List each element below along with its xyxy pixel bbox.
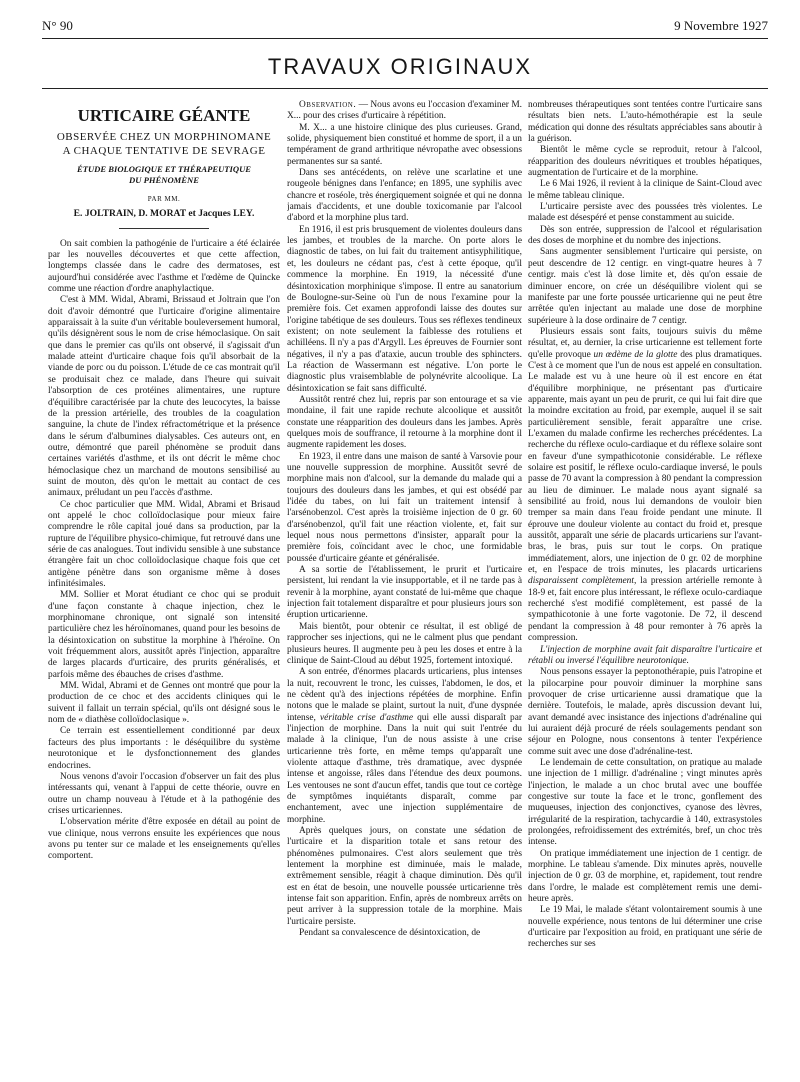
paragraph [287, 667, 522, 826]
paragraph: M. X... a une histoire clinique des plus curieuses. Grand, solide, physiquement bien constitué et homme de sport, il a un tempérament de grand arthritique névropathe avec obsessions permanentes sur sa santé. [287, 122, 522, 167]
article-par: PAR MM. [147, 195, 181, 203]
paragraph: Après quelques jours, on constate une sédation de l'urticaire et la disparition totale et sans retour des phénomènes pulmonaires. C'est alors seulement que très lentement la morphine est diminuée, mais le malade, extrêmement sensible, réagit à chaque diminution. Dès qu'il est en état de besoin, une nouvelle poussée urticarienne très intense fait son apparition. Enfin, après de nombreux arrêts on peut arriver à la suppression totale de la morphine. Mais l'urticaire persiste. [287, 826, 522, 927]
column-1 [48, 100, 280, 1070]
paragraph: A sa sortie de l'établissement, le prurit et l'urticaire persistent, lui rendant la vie insupportable, et il ne tarde pas à revenir à la morphine, ayant constaté de lui-même que chaque injection fait totalement disparaître et pour plusieurs jours son éruption urticarienne. [287, 565, 522, 621]
section-divider [42, 88, 768, 89]
paragraph: On sait combien la pathogénie de l'urticaire a été éclairée par les nouvelles découvertes et que cette affection, longtemps classée dans le cadre des dermatoses, est aujourd'hui considérée avec l'asthme et l'œdème de Quincke comme une réaction d'ordre anaphylactique. [48, 238, 280, 295]
text-run: des plus dramatiques. C'est à ce moment que l'un de nous est appelé en consultation. Le malade est vu à une heure où il est encore en état d'équilibre morphinique, ne présentant pas d'urticaire apparente, mais ayant un peu de prurit, ce qui lui fait dire que la moindre excitation au froid, par exemple, auquel il se sait particulièrement sensible, ferait apparaître une crise. L'examen du malade confirme les recherches précédentes. La recherche du réflexe oculo-cardiaque et du réflexe solaire sont en faveur d'une sympathicotonie considérable. Le réflexe solaire est positif, le réflexe oculo-cardiaque inversé, le pouls passe de 70 avant la compression à 80 pendant la compression au lieu de diminuer. Le malade nous ayant signalé sa sensibilité au froid, nous lui demandons de vouloir bien tremper sa main dans l'eau froide pendant une minute. Il éprouve une douleur violente au contact du froid et, presque aussitôt, apparaît une série de placards urticariens sur l'avant-bras, le bras, puis sur tout le corps. On pratique immédiatement, alors, une injection de 0 gr. 02 de morphine et, en l'espace de trois minutes, les placards urticariens [528, 349, 762, 576]
column-2 [287, 100, 522, 1070]
text-run: , la pression artérielle remonte à 18-9 et, fait encore plus intéressant, le réflexe oculo-cardiaque recherché s'est modifié complètement, est passé de la sympathicotonie à une forte vagotonie. De 72, il descend pendant la compression à 48 pour remonter à 76 après la compression. [528, 576, 762, 644]
emphasis: véritable crise d'asthme [320, 712, 413, 723]
article-subtitle-2: A CHAQUE TENTATIVE DE SEVRAGE [62, 145, 266, 157]
article-authors: E. JOLTRAIN, D. MORAT et Jacques LEY. [73, 208, 255, 220]
paragraph: Le 6 Mai 1926, il revient à la clinique de Saint-Cloud avec le même tableau clinique. [528, 179, 762, 201]
article-subtitle-1: OBSERVÉE CHEZ UN MORPHINOMANE [56, 131, 272, 143]
running-header [42, 12, 768, 39]
text-run: Plusieurs essais sont faits, toujours suivis du même résultat, et, au dernier, la crise urticarienne est tellement forte qu'elle provoque [528, 326, 762, 360]
paragraph: Ce choc particulier que MM. Widal, Abrami et Brisaud ont appelé le choc colloïdoclasique pour mieux faire comprendre le rôle capital joué dans sa production, par la rupture de l'équilibre physico-chimique, fut retrouvé dans une série de cas analogues. Tout individu sensible à une substance étrangère fait un choc colloïdoclasique chaque fois que cet antigène pénètre dans son organisme même à doses infinitésimales. [48, 499, 280, 589]
emphasis: L'injection de morphine avait fait disparaître l'urticaire et rétabli ou inversé l'équilibre neurotonique. [528, 644, 762, 666]
text-run: A son entrée, d'énormes placards urticariens, plus intenses la nuit, recouvrent le tronc, les cuisses, l'abdomen, le dos, et ne cèdent qu'à des injections répétées de morphine. Enfin notons que le malade se plaint, surtout la nuit, d'une dyspnée intense, [287, 667, 522, 723]
paragraph: C'est à MM. Widal, Abrami, Brissaud et Joltrain que l'on doit d'avoir démontré que l'urticaire d'origine alimentaire apparaissait à la suite d'un véritable bouleversement humoral, qu'ils désignèrent sous le nom de crise hémoclasique. On sait que dans le premier cas qu'ils ont observé, il s'agissait d'un malade atteint d'urticaire chaque fois qu'il absorbait de la viande de porc ou du poisson. L'étude de ce cas montrait qu'il se produisait chez ce malade, dans l'heure qui suivait l'absorption de ces protéines alimentaires, une rupture d'équilibre caractérisée par la chute des leucocytes, la baisse de la pression artérielle, des troubles de la coagulation sanguine, la chute de l'index réfractométrique et la présence dans le sérum d'albumines dialysables. Ces auteurs ont, en outre, démontré que pareil phénomène se produit dans certaines variétés d'asthme, et ils ont décrit le même choc hémoclasique chez un marchand de moutons sensibilisé au suint de mouton, dès qu'on le mettait au contact de ces animaux, préludant un peu l'accès d'asthme. [48, 295, 280, 499]
column-1-body [48, 239, 280, 863]
paragraph: Dans ses antécédents, on relève une scarlatine et une rougeole bénignes dans l'enfance; en 1895, une syphilis avec chancre et roséole, très énergiquement soignée et qui ne donna jamais d'accidents, et une double toxicomanie par l'alcool d'abord et la morphine plus tard. [287, 168, 522, 224]
observation-text: — Nous avons eu l'occasion d'examiner M. X... pour des crises d'urticaire à répétition. [287, 100, 522, 122]
paragraph: L'urticaire persiste avec des poussées très violentes. Le malade est désespéré et pense constamment au suicide. [528, 202, 762, 224]
emphasis: disparaissent complètement [528, 576, 634, 587]
article-study-line-1: ÉTUDE BIOLOGIQUE ET THÉRAPEUTIQUE [76, 164, 252, 174]
emphasis: un œdème de la glotte [593, 349, 678, 360]
issue-number: N° 90 [42, 18, 73, 33]
paragraph: L'observation mérite d'être exposée en détail au point de vue clinique, nous verrons ensuite les expériences que nous avons pu tenter sur ce malade et les enseignements qu'elles comportent. [48, 817, 280, 862]
paragraph: Aussitôt rentré chez lui, repris par son entourage et sa vie mondaine, il fait une rapide rechute alcoolique et aussitôt constate une réapparition des douleurs dans les jambes. Après quelques mois de souffrance, il retourne à la morphine dont il augmente rapidement les doses. [287, 394, 522, 451]
paragraph: MM. Sollier et Morat étudiant ce choc qui se produit d'une façon constante à chaque injection, chez le morphinomane chronique, ont signalé son intensité particulière chez les héroïnomanes, quand pour les besoins de la désintoxication on substitue la morphine à l'héroïne. On voit fréquemment alors, aussitôt après l'injection, apparaître de larges placards d'urticaire, des prurits généralisés, et parfois même des ébauches de crises d'asthme. [48, 590, 280, 680]
paragraph: Nous pensons essayer la peptonothérapie, puis l'atropine et la pilocarpine pour pouvoir diminuer la morphine sans provoquer de crise urticarienne aussi dramatique que la dernière. Toutefois, le malade, après discussion devant lui, avant demandé avec insistance des injections d'adrénaline qui lui auraient déjà procuré de réels soulagements pendant son séjour en Pologne, nous consentons à tenter l'expérience comme suit avec une dose d'adrénaline-test. [528, 667, 762, 757]
paragraph: Ce terrain est essentiellement conditionné par deux facteurs des plus importants : le déséquilibre du système neurotonique et le dysfonctionnement des glandes endocrines. [48, 726, 280, 771]
paragraph: Le lendemain de cette consultation, on pratique au malade une injection de 1 milligr. d'adrénaline ; vingt minutes après l'injection, le malade a un choc brutal avec une bouffée congestive sur toute la face et le tronc, gonflement des muqueuses, injection des conjonctives, cyanose des lèvres, irrégularité de la respiration, tachycardie à 140, extrasystoles prolongées, refroidissement des extrémités, bref, un choc très intense. [528, 757, 762, 848]
article-study-line-2: DU PHÉNOMÈNE [129, 175, 199, 185]
paragraph: Nous venons d'avoir l'occasion d'observer un fait des plus intéressants qui, venant à l'appui de cette théorie, ouvre en outre un champ nouveau à l'étude et à la pathogénie des crises urticariennes. [48, 771, 280, 816]
observation-label: Observation. [299, 100, 357, 110]
paragraph: Sans augmenter sensiblement l'urticaire qui persiste, on peut descendre de 12 centigr. en vingt-quatre heures à 7 centigr. mais c'est là dose limite et, dès qu'on essaie de diminuer encore, on crée un déséquilibre violent qui se manifeste par une forte poussée urticarienne qui ne peut être arrêtée qu'en injectant au malade une dose de morphine supérieure à la dose ordinaire de 7 centigr. [528, 247, 762, 326]
italic-paragraph [528, 645, 762, 668]
paragraph: Mais bientôt, pour obtenir ce résultat, il est obligé de rapprocher ses injections, qui ne le calment plus que pendant plusieurs heures. Il augmente peu à peu les doses et entre à la clinique de Saint-Cloud au début 1925, fortement intoxiqué. [287, 621, 522, 666]
column-3 [528, 100, 762, 1070]
paragraph: Bientôt le même cycle se reproduit, retour à l'alcool, réapparition des douleurs névritiques et troubles hépatiques, augmentation de l'urticaire et de la morphine. [528, 145, 762, 179]
paragraph: nombreuses thérapeutiques sont tentées contre l'urticaire sans résultats bien nets. L'auto-hémothérapie est la seule médication qui donne des résultats appréciables sans aboutir à la guérison. [528, 100, 762, 145]
paragraph: En 1916, il est pris brusquement de violentes douleurs dans les jambes, et troubles de la marche. On porte alors le diagnostic de tabes, on lui fait du traitement antisyphilitique, et, les douleurs ne cédant pas, c'est à cette époque, qu'il commence la morphine. En 1919, la nécessité d'une désintoxication morphinique s'impose. Il entre au sanatorium de Boulogne-sur-Seine où l'un de nous l'examine pour la première fois. Cet examen approfondi laisse des doutes sur l'origine tabétique de ses douleurs. Tous ses réflexes tendineux existent; on note seulement la faiblesse des rotuliens et achilléens. Il n'y a pas d'Argyll. Les épreuves de Fournier sont négatives, il n'y a pas d'ataxie, aucun trouble des sphincters. La réaction de Wassermann est négative. L'on porte le diagnostic plus vraisemblable de polynévrite alcoolique. La désintoxication se fait sans difficulté. [287, 224, 522, 394]
paragraph: Pendant sa convalescence de désintoxication, de [299, 928, 481, 939]
article-title: URTICAIRE GÉANTE [77, 106, 251, 125]
text-run: qui elle aussi disparaît par l'injection de morphine. Dans la nuit qui suit l'entrée du malade à la clinique, l'un de nous assiste à une crise urticarienne très forte, en même temps qu'apparaît une violente attaque d'asthme, très dramatique, avec dyspnée intense et angoisse, râles dans l'étendue des deux poumons. Les ventouses ne sont d'aucun effet, tandis que tout ce cortège de symptômes inquiétants disparaît, comme par enchantement, avec une injection supplémentaire de morphine. [287, 712, 522, 825]
paragraph: MM. Widal, Abrami et de Gennes ont montré que pour la production de ce choc et des accidents cliniques qui le suivent il fallait un terrain spécial, qu'ils ont désigné sous le nom de « diathèse colloïdoclasique ». [48, 681, 280, 726]
paragraph: Dès son entrée, suppression de l'alcool et régularisation des doses de morphine et du nombre des injections. [528, 224, 762, 247]
article-divider [119, 228, 209, 229]
paragraph: Le 19 Mai, le malade s'étant volontairement soumis à une nouvelle expérience, nous tentons de lui déterminer une crise d'urticaire par l'exposition au froid, en pratiquant une série de recherches sur ses [528, 905, 762, 950]
paragraph [528, 327, 762, 645]
section-title: TRAVAUX ORIGINAUX [267, 54, 533, 79]
paragraph: En 1923, il entre dans une maison de santé à Varsovie pour une nouvelle suppression de morphine. Aussitôt sevré de morphine mais non d'alcool, sur la demande du malade qui a toujours des douleurs dans les jambes, et qui est obsédé par l'idée du tabes, on lui fait un traitement intensif à l'arsénobenzol. C'est après la troisième injection de 0 gr. 60 d'arsénobenzol, qu'il fait une réaction violente, et, fait sur lequel nous nous permettons d'insister, apparaît pour la première fois, coïncidant avec le choc, une formidable poussée d'urticaire géante et généralisée. [287, 451, 522, 564]
issue-date: 9 Novembre 1927 [674, 18, 768, 33]
observation-paragraph [287, 100, 522, 123]
paragraph: On pratique immédiatement une injection de 1 centigr. de morphine. Le tableau s'amende. Dix minutes après, nouvelle injection de 0 gr. 03 de morphine, et, rapidement, tout rendre dans l'ordre, le malade est complètement remis une demi-heure après. [528, 848, 762, 905]
